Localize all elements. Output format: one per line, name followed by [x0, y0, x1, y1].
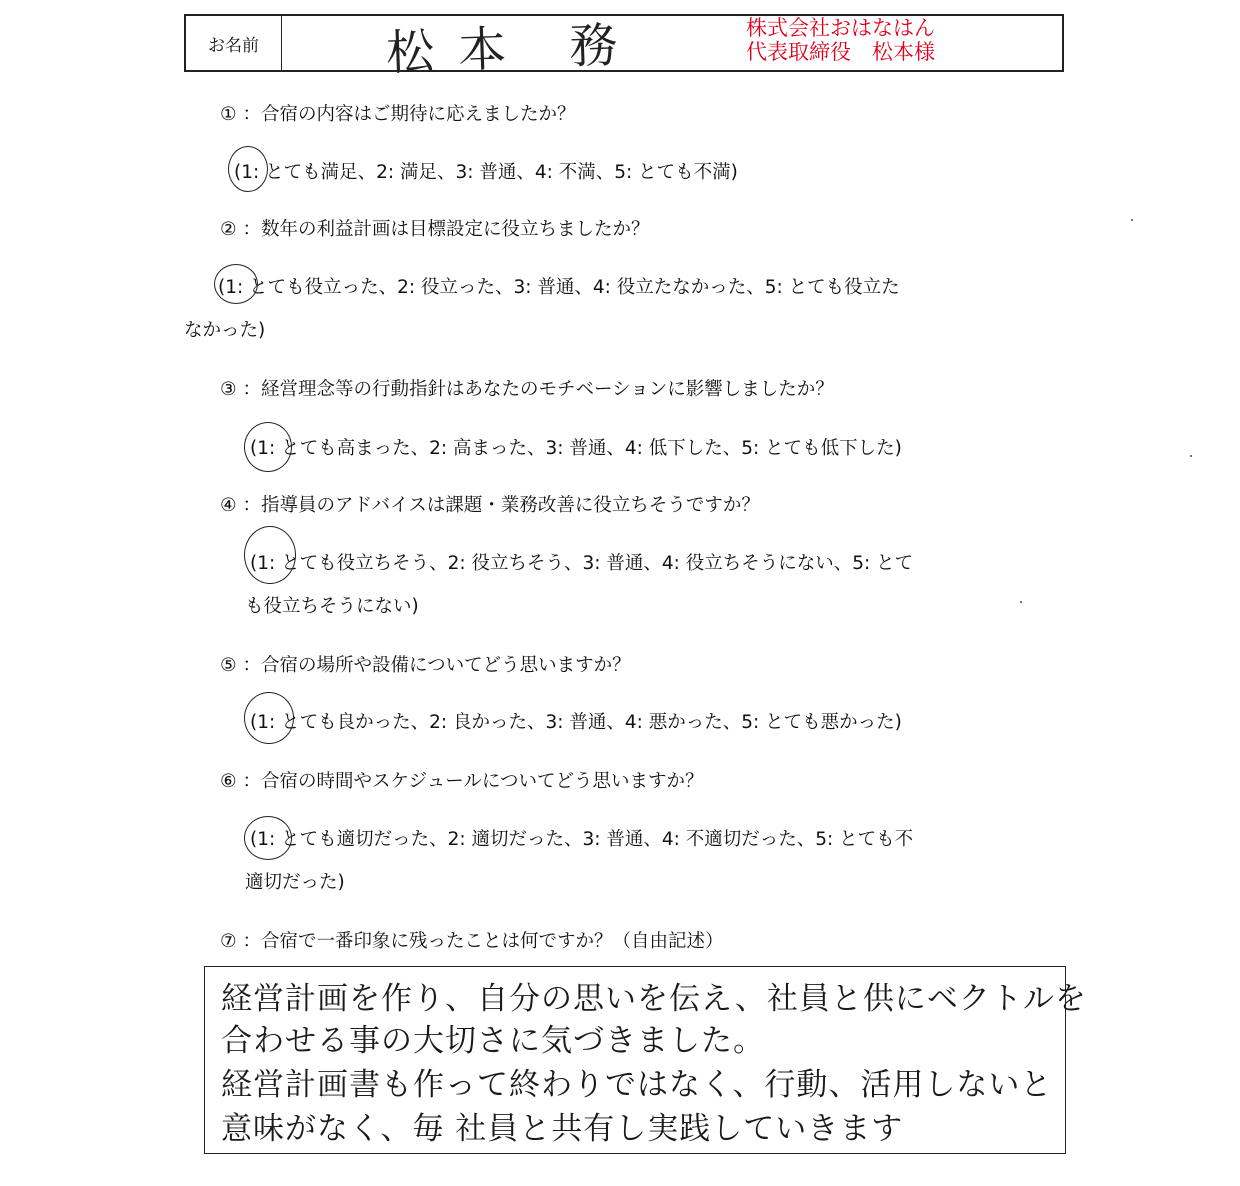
answer-scale-4: (1: とても役立ちそう、2: 役立ちそう、3: 普通、4: 役立ちそうにない、5: とて: [250, 553, 914, 574]
question-text: ：数年の利益計画は目標設定に役立ちましたか？: [242, 219, 650, 240]
selection-circle-2: [214, 264, 258, 304]
question-number: ②: [220, 219, 237, 240]
question-4: [220, 491, 760, 517]
scan-speck: [1020, 601, 1022, 603]
question-text: ：合宿の内容はご期待に応えましたか？: [242, 104, 576, 125]
question-number: ⑤: [220, 655, 237, 676]
selection-circle-1: [228, 146, 268, 192]
question-number: ⑥: [220, 771, 237, 792]
answer-scale-4-continued: も役立ちそうにない): [245, 596, 419, 617]
question-7: [220, 927, 724, 953]
question-text: ：合宿で一番印象に残ったことは何ですか？（自由記述）: [242, 931, 724, 952]
name-label: お名前: [186, 16, 282, 70]
answer-scale-2: (1: とても役立った、2: 役立った、3: 普通、4: 役立たなかった、5: とても役立た: [218, 277, 900, 298]
selection-circle-5: [244, 692, 294, 744]
company-title: 代表取締役 松本様: [746, 40, 935, 64]
question-6: [220, 767, 704, 793]
question-2: [220, 215, 650, 241]
handwritten-answer-line: 合わせる事の大切さに気づきました。: [221, 1023, 765, 1059]
handwritten-name: 松本 務: [385, 16, 643, 82]
handwritten-answer-line: 経営計画を作り、自分の思いを伝え、社員と供にベクトルを: [221, 981, 1087, 1017]
question-text: ：指導員のアドバイスは課題・業務改善に役立ちそうですか？: [242, 495, 760, 516]
question-text: ：経営理念等の行動指針はあなたのモチベーションに影響しましたか？: [242, 379, 834, 400]
name-box: [184, 14, 1064, 82]
answer-scale-5: (1: とても良かった、2: 良かった、3: 普通、4: 悪かった、5: とても悪かった): [250, 712, 902, 733]
question-number: ③: [220, 379, 237, 400]
answer-scale-6: (1: とても適切だった、2: 適切だった、3: 普通、4: 不適切だった、5: とても不: [250, 829, 914, 850]
selection-circle-6: [244, 816, 292, 860]
handwritten-answer-line: 意味がなく、毎 社員と共有し実践していきます: [221, 1111, 904, 1147]
selection-circle-4: [244, 526, 296, 584]
handwritten-answer-line: 経営計画書も作って終わりではなく、行動、活用しないと: [221, 1067, 1053, 1103]
question-3: [220, 375, 834, 401]
question-5: [220, 651, 631, 677]
free-answer-box: [204, 966, 1087, 1154]
company-name: 株式会社おはなはん: [746, 16, 935, 40]
selection-circle-3: [244, 422, 292, 472]
question-1: [220, 100, 576, 126]
question-text: ：合宿の場所や設備についてどう思いますか？: [242, 655, 631, 676]
answer-scale-2-continued: なかった): [184, 320, 266, 341]
question-number: ④: [220, 495, 237, 516]
question-text: ：合宿の時間やスケジュールについてどう思いますか？: [242, 771, 704, 792]
answer-scale-3: (1: とても高まった、2: 高まった、3: 普通、4: 低下した、5: とても低下した): [250, 438, 902, 459]
scan-speck: [1190, 455, 1192, 457]
question-number: ①: [220, 104, 237, 125]
scan-speck: [1131, 219, 1133, 221]
question-number: ⑦: [220, 931, 237, 952]
answer-scale-1: (1: とても満足、2: 満足、3: 普通、4: 不満、5: とても不満): [234, 162, 738, 183]
answer-scale-6-continued: 適切だった): [245, 872, 345, 893]
